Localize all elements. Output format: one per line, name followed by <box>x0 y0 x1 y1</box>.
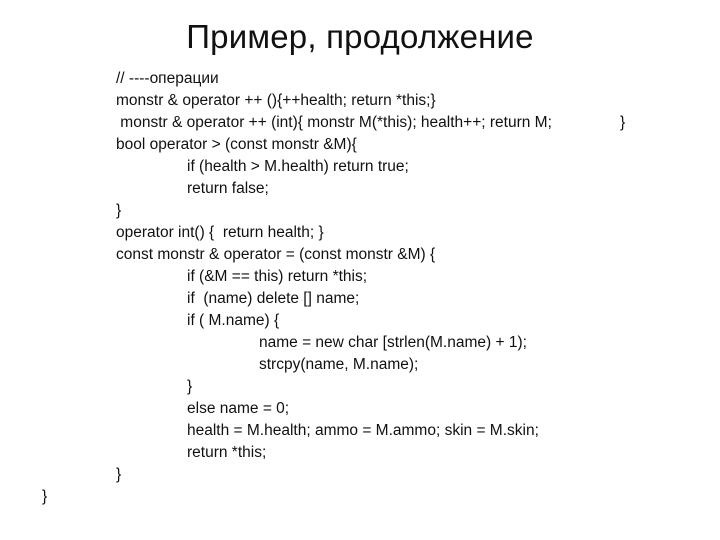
code-line-closing-brace: } <box>620 114 626 131</box>
code-line-operator-greater: bool operator > (const monstr &M){ <box>116 136 357 153</box>
code-line-closing-brace: } <box>187 378 193 395</box>
code-line-copy-fields: health = M.health; ammo = M.ammo; skin = M.skin; <box>187 422 539 439</box>
code-line-closing-brace: } <box>116 466 122 483</box>
code-listing <box>0 68 720 508</box>
code-line-return-this: return *this; <box>187 444 267 461</box>
code-line-self-check: if (&M == this) return *this; <box>187 268 368 285</box>
code-line-closing-brace: } <box>116 202 122 219</box>
code-line-comment: // ----операции <box>116 70 219 87</box>
code-line-new-char: name = new char [strlen(M.name) + 1); <box>259 334 527 351</box>
code-line-prefix-increment: monstr & operator ++ (){++health; return *this;} <box>116 92 436 109</box>
code-line-strcpy: strcpy(name, M.name); <box>259 356 419 373</box>
page-title: Пример, продолжение <box>186 18 534 55</box>
code-line-return-false: return false; <box>187 180 269 197</box>
code-line-operator-assign: const monstr & operator = (const monstr &M) { <box>116 246 436 263</box>
code-line-else-name: else name = 0; <box>187 400 290 417</box>
code-line-class-closing-brace: } <box>42 488 48 505</box>
code-line-postfix-increment: monstr & operator ++ (int){ monstr M(*this); health++; return M; <box>116 114 552 131</box>
code-line-operator-int: operator int() { return health; } <box>116 224 324 241</box>
code-line-if-health: if (health > M.health) return true; <box>187 158 409 175</box>
code-line-delete-name: if (name) delete [] name; <box>187 290 360 307</box>
code-line-if-mname: if ( M.name) { <box>187 312 280 329</box>
